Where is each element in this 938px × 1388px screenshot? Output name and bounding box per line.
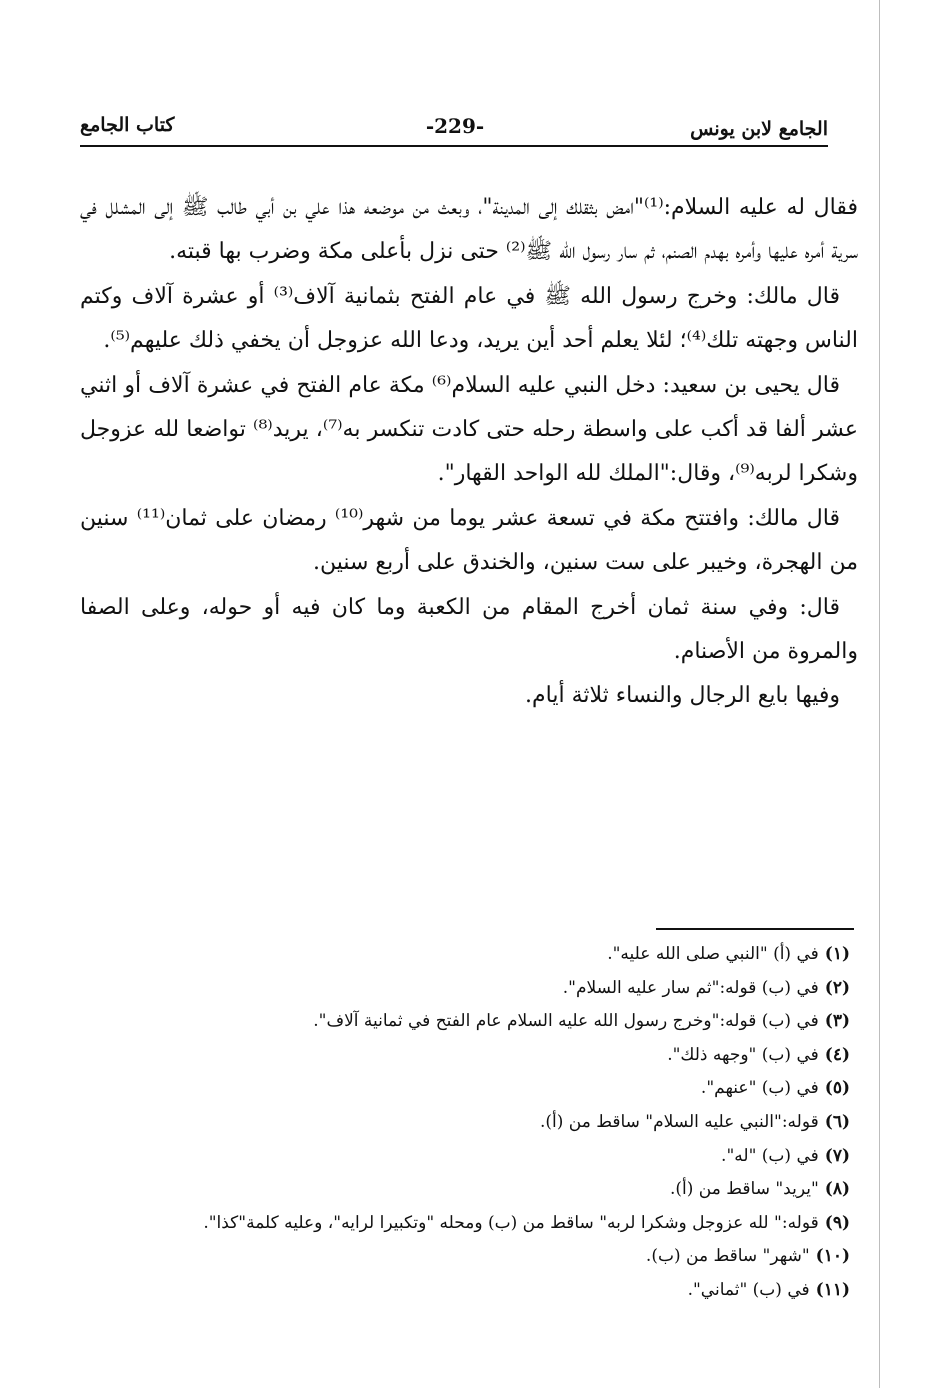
page-header <box>80 114 828 144</box>
footnote-number: (١) <box>824 944 850 964</box>
footnote-text: قوله:"النبي عليه السلام" ساقط من (أ). <box>539 1111 819 1132</box>
footnote-text: "يريد" ساقط من (أ). <box>670 1179 819 1200</box>
chapter-title: كتاب الجامع <box>80 114 175 136</box>
footnote <box>90 1072 850 1106</box>
footnote-number: (٧) <box>824 1145 850 1166</box>
footnote-number: (٩) <box>824 1212 850 1233</box>
footnote-number: (٨) <box>824 1179 850 1200</box>
footnotes-list <box>90 938 850 1308</box>
footnote <box>90 1274 850 1308</box>
footnote-text: قوله:" لله عزوجل وشكرا لربه" ساقط من (ب) ومحله "وتكبيرا لرايه"، وعليه كلمة"كذا". <box>203 1212 819 1233</box>
footnote-text: "شهر" ساقط من (ب). <box>645 1246 810 1267</box>
paragraph: وفيها بايع الرجال والنساء ثلاثة أيام. <box>525 683 840 709</box>
paragraph: قال: وفي سنة ثمان أخرج المقام من الكعبة وما كان فيه أو حوله، وعلى الصفا والمروة من الأصنام. <box>80 594 858 665</box>
header-rule <box>80 145 828 147</box>
footnote-number: (٢) <box>824 977 850 998</box>
footnote-text: في (ب) قوله:"وخرج رسول الله عليه السلام عام الفتح في ثمانية آلاف". <box>313 1011 819 1032</box>
footnote <box>90 938 850 972</box>
footnote <box>90 1207 850 1241</box>
footnote-number: (١٠) <box>815 1246 850 1267</box>
paragraph: قال مالك: وخرج رسول الله ﷺ في عام الفتح بثمانية آلاف⁽³⁾ أو عشرة آلاف وكتم الناس وجهته تلك⁽⁴⁾؛ لئلا يعلم أحد أين يريد، ودعا الله عزوجل أن يخفي ذلك عليهم⁽⁵⁾. <box>80 283 858 354</box>
footnote-number: (٦) <box>824 1111 850 1132</box>
paragraph: فقال له عليه السلام:⁽¹⁾"امض بثقلك إلى المدينة"، وبعث من موضعه هذا علي بن أبي طالب ﷺ إلى المشلل في سرية أمره عليها وأمره بهدم الصنم، ثم سار رسول الله ﷺ⁽²⁾ حتى نزل بأعلى مكة وضرب بها قبته. <box>80 195 858 265</box>
footnote <box>90 1240 850 1274</box>
page-number: -229- <box>425 114 485 138</box>
footnote <box>90 1140 850 1174</box>
footnote-text: في (ب) "ثماني". <box>687 1279 810 1300</box>
footnote-number: (٣) <box>824 1011 850 1032</box>
footnote <box>90 972 850 1006</box>
footnote-separator <box>656 928 854 930</box>
main-text <box>80 186 858 719</box>
footnote-text: في (ب) "له". <box>721 1145 819 1166</box>
footnote-text: في (ب) "وجهه ذلك". <box>667 1044 819 1065</box>
footnote <box>90 1039 850 1073</box>
footnote <box>90 1173 850 1207</box>
book-title: الجامع لابن يونس <box>690 118 828 140</box>
paragraph: قال مالك: وافتتح مكة في تسعة عشر يوما من شهر⁽¹⁰⁾ رمضان على ثمان⁽¹¹⁾ سنين من الهجرة، وخيبر على ست سنين، والخندق على أربع سنين. <box>80 505 858 576</box>
page-edge-line <box>879 0 880 1388</box>
footnote <box>90 1005 850 1039</box>
footnote-number: (٤) <box>824 1044 850 1065</box>
paragraph: قال يحيى بن سعيد: دخل النبي عليه السلام⁽⁶⁾ مكة عام الفتح في عشرة آلاف أو اثني عشر ألفا قد أكب على واسطة رحله حتى كادت تنكسر به⁽⁷⁾، يريد⁽⁸⁾ تواضعا لله عزوجل وشكرا لربه⁽⁹⁾، وقال:"الملك لله الواحد القهار". <box>80 372 858 487</box>
footnote-text: في (أ) "النبي صلى الله عليه". <box>607 944 819 964</box>
footnote-number: (١١) <box>815 1279 850 1300</box>
footnote-number: (٥) <box>824 1078 850 1099</box>
footnote-text: في (ب) "عنهم". <box>700 1078 819 1099</box>
footnote-text: في (ب) قوله:"ثم سار عليه السلام". <box>562 977 819 998</box>
footnote <box>90 1106 850 1140</box>
